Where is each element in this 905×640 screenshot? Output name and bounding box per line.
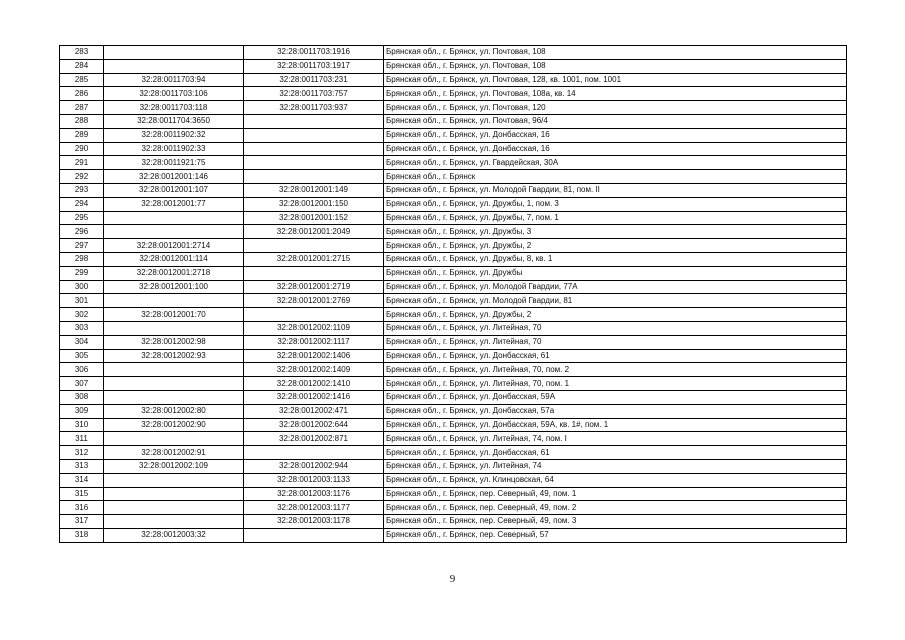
cadastral-number-cell: [104, 321, 244, 335]
row-number-cell: 315: [60, 487, 104, 501]
cadastral-number-cell: [104, 294, 244, 308]
object-cadastral-number-cell: [244, 239, 384, 253]
table-row: [60, 128, 847, 142]
table-row: [60, 501, 847, 515]
address-cell: Брянская обл., г. Брянск, ул. Донбасская, 59А, кв. 1#, пом. 1: [384, 418, 847, 432]
table-row: [60, 446, 847, 460]
address-cell: Брянская обл., г. Брянск, ул. Донбасская, 16: [384, 128, 847, 142]
row-number-cell: 314: [60, 473, 104, 487]
cadastral-number-cell: 32:28:0012002:91: [104, 446, 244, 460]
object-cadastral-number-cell: [244, 142, 384, 156]
cadastral-number-cell: 32:28:0011921:75: [104, 156, 244, 170]
object-cadastral-number-cell: [244, 446, 384, 460]
object-cadastral-number-cell: 32:28:0012001:150: [244, 197, 384, 211]
table-row: [60, 349, 847, 363]
table-row: [60, 363, 847, 377]
table-row: [60, 294, 847, 308]
row-number-cell: 303: [60, 321, 104, 335]
cadastral-number-cell: 32:28:0012002:80: [104, 404, 244, 418]
address-cell: Брянская обл., г. Брянск, ул. Дружбы, 3: [384, 225, 847, 239]
row-number-cell: 283: [60, 46, 104, 60]
table-row: [60, 183, 847, 197]
row-number-cell: 308: [60, 390, 104, 404]
row-number-cell: 289: [60, 128, 104, 142]
cadastral-number-cell: 32:28:0012001:114: [104, 252, 244, 266]
table-row: [60, 404, 847, 418]
cadastral-number-cell: 32:28:0012002:93: [104, 349, 244, 363]
row-number-cell: 316: [60, 501, 104, 515]
address-cell: Брянская обл., г. Брянск, ул. Почтовая, 108: [384, 59, 847, 73]
object-cadastral-number-cell: 32:28:0012002:1109: [244, 321, 384, 335]
cadastral-number-cell: 32:28:0012001:2718: [104, 266, 244, 280]
table-row: [60, 515, 847, 529]
table-row: [60, 114, 847, 128]
table-row: [60, 280, 847, 294]
row-number-cell: 300: [60, 280, 104, 294]
table-row: [60, 266, 847, 280]
object-cadastral-number-cell: 32:28:0012001:152: [244, 211, 384, 225]
object-cadastral-number-cell: 32:28:0011703:1916: [244, 46, 384, 60]
row-number-cell: 293: [60, 183, 104, 197]
table-row: [60, 87, 847, 101]
row-number-cell: 297: [60, 239, 104, 253]
cadastral-number-cell: [104, 473, 244, 487]
cadastral-number-cell: [104, 487, 244, 501]
object-cadastral-number-cell: 32:28:0012001:2719: [244, 280, 384, 294]
row-number-cell: 301: [60, 294, 104, 308]
table-row: [60, 473, 847, 487]
row-number-cell: 305: [60, 349, 104, 363]
address-cell: Брянская обл., г. Брянск, ул. Гвардейская, 30А: [384, 156, 847, 170]
object-cadastral-number-cell: 32:28:0012002:1406: [244, 349, 384, 363]
object-cadastral-number-cell: 32:28:0012002:1416: [244, 390, 384, 404]
row-number-cell: 312: [60, 446, 104, 460]
row-number-cell: 304: [60, 335, 104, 349]
address-cell: Брянская обл., г. Брянск, ул. Донбасская, 61: [384, 446, 847, 460]
address-cell: Брянская обл., г. Брянск, ул. Дружбы: [384, 266, 847, 280]
cadastral-number-cell: 32:28:0012001:100: [104, 280, 244, 294]
address-cell: Брянская обл., г. Брянск, пер. Северный, 49, пом. 3: [384, 515, 847, 529]
address-cell: Брянская обл., г. Брянск, ул. Донбасская, 59А: [384, 390, 847, 404]
address-cell: Брянская обл., г. Брянск, ул. Дружбы, 1, пом. 3: [384, 197, 847, 211]
cadastral-number-cell: 32:28:0011703:118: [104, 101, 244, 115]
object-cadastral-number-cell: 32:28:0012003:1176: [244, 487, 384, 501]
address-cell: Брянская обл., г. Брянск, ул. Дружбы, 7, пом. 1: [384, 211, 847, 225]
address-cell: Брянская обл., г. Брянск: [384, 170, 847, 184]
address-cell: Брянская обл., г. Брянск, ул. Литейная, 70, пом. 1: [384, 377, 847, 391]
object-cadastral-number-cell: 32:28:0012002:944: [244, 459, 384, 473]
object-cadastral-number-cell: 32:28:0012003:1178: [244, 515, 384, 529]
address-cell: Брянская обл., г. Брянск, ул. Дружбы, 8, кв. 1: [384, 252, 847, 266]
table-row: [60, 528, 847, 542]
cadastral-number-cell: 32:28:0012001:2714: [104, 239, 244, 253]
row-number-cell: 310: [60, 418, 104, 432]
address-cell: Брянская обл., г. Брянск, ул. Донбасская, 61: [384, 349, 847, 363]
object-cadastral-number-cell: 32:28:0012002:644: [244, 418, 384, 432]
row-number-cell: 287: [60, 101, 104, 115]
object-cadastral-number-cell: 32:28:0011703:757: [244, 87, 384, 101]
cadastral-number-cell: 32:28:0011704:3650: [104, 114, 244, 128]
object-cadastral-number-cell: 32:28:0012002:471: [244, 404, 384, 418]
row-number-cell: 311: [60, 432, 104, 446]
cadastral-number-cell: 32:28:0011703:106: [104, 87, 244, 101]
address-cell: Брянская обл., г. Брянск, ул. Молодой Гвардии, 81, пом. II: [384, 183, 847, 197]
row-number-cell: 307: [60, 377, 104, 391]
row-number-cell: 313: [60, 459, 104, 473]
object-cadastral-number-cell: 32:28:0012002:1410: [244, 377, 384, 391]
address-cell: Брянская обл., г. Брянск, ул. Молодой Гвардии, 77А: [384, 280, 847, 294]
row-number-cell: 318: [60, 528, 104, 542]
cadastral-number-cell: 32:28:0011902:32: [104, 128, 244, 142]
row-number-cell: 286: [60, 87, 104, 101]
object-cadastral-number-cell: [244, 308, 384, 322]
address-cell: Брянская обл., г. Брянск, пер. Северный, 57: [384, 528, 847, 542]
table-row: [60, 487, 847, 501]
row-number-cell: 290: [60, 142, 104, 156]
table-row: [60, 170, 847, 184]
table-row: [60, 432, 847, 446]
object-cadastral-number-cell: [244, 528, 384, 542]
cadastral-number-cell: 32:28:0012001:146: [104, 170, 244, 184]
address-cell: Брянская обл., г. Брянск, ул. Литейная, 74, пом. I: [384, 432, 847, 446]
table-row: [60, 335, 847, 349]
cadastral-number-cell: 32:28:0012002:109: [104, 459, 244, 473]
cadastral-number-cell: 32:28:0012001:70: [104, 308, 244, 322]
table-body: [60, 46, 847, 543]
row-number-cell: 306: [60, 363, 104, 377]
address-cell: Брянская обл., г. Брянск, ул. Дружбы, 2: [384, 239, 847, 253]
object-cadastral-number-cell: [244, 128, 384, 142]
cadastral-number-cell: 32:28:0012002:90: [104, 418, 244, 432]
table-row: [60, 142, 847, 156]
object-cadastral-number-cell: 32:28:0012002:1117: [244, 335, 384, 349]
cadastral-number-cell: [104, 432, 244, 446]
address-cell: Брянская обл., г. Брянск, ул. Почтовая, 128, кв. 1001, пом. 1001: [384, 73, 847, 87]
table-row: [60, 459, 847, 473]
cadastral-number-cell: [104, 377, 244, 391]
cadastral-number-cell: [104, 225, 244, 239]
object-cadastral-number-cell: 32:28:0011703:1917: [244, 59, 384, 73]
address-cell: Брянская обл., г. Брянск, пер. Северный, 49, пом. 1: [384, 487, 847, 501]
row-number-cell: 294: [60, 197, 104, 211]
object-cadastral-number-cell: 32:28:0011703:937: [244, 101, 384, 115]
address-cell: Брянская обл., г. Брянск, ул. Дружбы, 2: [384, 308, 847, 322]
address-cell: Брянская обл., г. Брянск, ул. Клинцовская, 64: [384, 473, 847, 487]
object-cadastral-number-cell: 32:28:0012001:149: [244, 183, 384, 197]
address-cell: Брянская обл., г. Брянск, ул. Литейная, 70: [384, 335, 847, 349]
table-row: [60, 225, 847, 239]
object-cadastral-number-cell: 32:28:0012001:2049: [244, 225, 384, 239]
row-number-cell: 291: [60, 156, 104, 170]
object-cadastral-number-cell: 32:28:0012001:2715: [244, 252, 384, 266]
cadastral-number-cell: 32:28:0011703:94: [104, 73, 244, 87]
cadastral-number-cell: 32:28:0012003:32: [104, 528, 244, 542]
cadastral-number-cell: [104, 363, 244, 377]
object-cadastral-number-cell: [244, 266, 384, 280]
cadastral-number-cell: [104, 211, 244, 225]
table-row: [60, 252, 847, 266]
row-number-cell: 309: [60, 404, 104, 418]
cadastral-table: [59, 45, 847, 543]
address-cell: Брянская обл., г. Брянск, ул. Литейная, 74: [384, 459, 847, 473]
table-row: [60, 101, 847, 115]
page-number: 9: [449, 573, 456, 585]
table-row: [60, 418, 847, 432]
address-cell: Брянская обл., г. Брянск, ул. Донбасская, 16: [384, 142, 847, 156]
row-number-cell: 295: [60, 211, 104, 225]
cadastral-number-cell: [104, 501, 244, 515]
row-number-cell: 292: [60, 170, 104, 184]
address-cell: Брянская обл., г. Брянск, пер. Северный, 49, пом. 2: [384, 501, 847, 515]
object-cadastral-number-cell: [244, 156, 384, 170]
object-cadastral-number-cell: [244, 170, 384, 184]
row-number-cell: 285: [60, 73, 104, 87]
cadastral-number-cell: [104, 515, 244, 529]
object-cadastral-number-cell: 32:28:0011703:231: [244, 73, 384, 87]
object-cadastral-number-cell: 32:28:0012002:1409: [244, 363, 384, 377]
cadastral-number-cell: [104, 59, 244, 73]
row-number-cell: 298: [60, 252, 104, 266]
table-row: [60, 46, 847, 60]
row-number-cell: 296: [60, 225, 104, 239]
table-row: [60, 321, 847, 335]
object-cadastral-number-cell: 32:28:0012001:2769: [244, 294, 384, 308]
address-cell: Брянская обл., г. Брянск, ул. Почтовая, 96/4: [384, 114, 847, 128]
object-cadastral-number-cell: 32:28:0012003:1177: [244, 501, 384, 515]
row-number-cell: 288: [60, 114, 104, 128]
cadastral-number-cell: [104, 390, 244, 404]
table-row: [60, 211, 847, 225]
address-cell: Брянская обл., г. Брянск, ул. Почтовая, 108а, кв. 14: [384, 87, 847, 101]
table-row: [60, 390, 847, 404]
address-cell: Брянская обл., г. Брянск, ул. Литейная, 70, пом. 2: [384, 363, 847, 377]
address-cell: Брянская обл., г. Брянск, ул. Донбасская, 57а: [384, 404, 847, 418]
object-cadastral-number-cell: 32:28:0012003:1133: [244, 473, 384, 487]
row-number-cell: 299: [60, 266, 104, 280]
cadastral-number-cell: [104, 46, 244, 60]
address-cell: Брянская обл., г. Брянск, ул. Почтовая, 108: [384, 46, 847, 60]
cadastral-number-cell: 32:28:0012001:77: [104, 197, 244, 211]
object-cadastral-number-cell: 32:28:0012002:871: [244, 432, 384, 446]
row-number-cell: 317: [60, 515, 104, 529]
table-row: [60, 156, 847, 170]
table-row: [60, 73, 847, 87]
table-row: [60, 308, 847, 322]
cadastral-number-cell: 32:28:0011902:33: [104, 142, 244, 156]
table-row: [60, 239, 847, 253]
cadastral-number-cell: 32:28:0012002:98: [104, 335, 244, 349]
table-row: [60, 377, 847, 391]
address-cell: Брянская обл., г. Брянск, ул. Почтовая, 120: [384, 101, 847, 115]
table-row: [60, 197, 847, 211]
address-cell: Брянская обл., г. Брянск, ул. Молодой Гвардии, 81: [384, 294, 847, 308]
cadastral-number-cell: 32:28:0012001:107: [104, 183, 244, 197]
row-number-cell: 284: [60, 59, 104, 73]
table-row: [60, 59, 847, 73]
row-number-cell: 302: [60, 308, 104, 322]
address-cell: Брянская обл., г. Брянск, ул. Литейная, 70: [384, 321, 847, 335]
object-cadastral-number-cell: [244, 114, 384, 128]
